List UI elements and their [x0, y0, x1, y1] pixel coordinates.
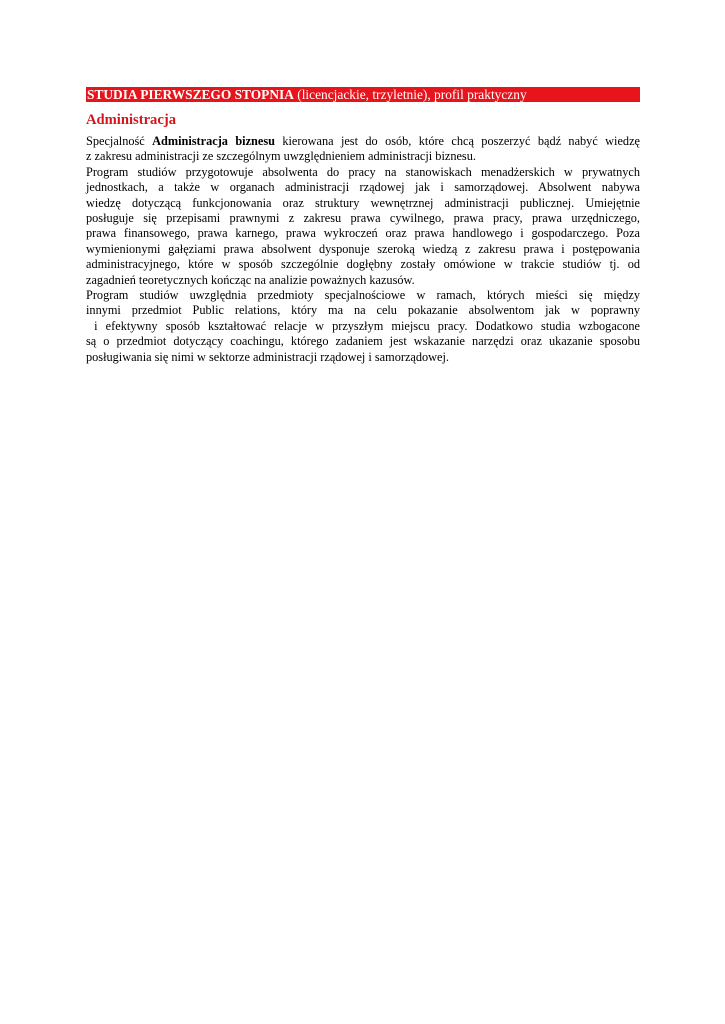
section-heading: Administracja	[86, 112, 176, 128]
subjects-line: Program studiów uwzględnia przedmioty specjalnościowe w ramach, których mieści się między	[86, 288, 640, 303]
study-level-details: (licencjackie, trzyletnie), profil praktyczny	[293, 87, 527, 102]
intro-line-1	[86, 134, 640, 149]
intro-line-2: z zakresu administracji ze szczególnym uwzględnieniem administracji biznesu.	[86, 149, 476, 164]
program-line: wiedzę dotyczącą funkcjonowania oraz struktury wewnętrznej administracji publicznej. Umiejętnie	[86, 195, 640, 210]
specialization-name: Administracja biznesu	[152, 134, 275, 148]
subjects-line: innymi przedmiot Public relations, który ma na celu pokazanie absolwentom jak w poprawny	[86, 303, 640, 318]
study-level-banner	[86, 87, 640, 102]
program-line: prawa finansowego, prawa karnego, prawa wykroczeń oraz prawa handlowego i gospodarczego. Poza	[86, 226, 640, 241]
study-level-title: STUDIA PIERWSZEGO STOPNIA	[87, 87, 294, 102]
program-line: Program studiów przygotowuje absolwenta do pracy na stanowiskach menadżerskich w prywatnych	[86, 164, 640, 179]
program-line: posługuje się przepisami prawnymi z zakresu prawa cywilnego, prawa pracy, prawa urzędniczego,	[86, 211, 640, 226]
program-line: administracyjnego, które w sposób szczególnie dogłębny zostały omówione w trakcie studiów tj. od	[86, 257, 640, 272]
subjects-line: są o przedmiot dotyczący coachingu, którego zadaniem jest wskazanie narzędzi oraz ukazanie sposobu	[86, 334, 640, 349]
intro-text-pre: Specjalność	[86, 134, 153, 148]
subjects-description	[86, 288, 640, 365]
subjects-line: posługiwania się nimi w sektorze administracji rządowej i samorządowej.	[86, 349, 449, 364]
subjects-line: i efektywny sposób kształtować relacje w przyszłym miejscu pracy. Dodatkowo studia wzbogacone	[86, 318, 640, 333]
program-line: zagadnień teoretycznych kończąc na analizie poważnych kazusów.	[86, 272, 415, 287]
program-description	[86, 165, 640, 288]
intro-text-post: kierowana jest do osób, które chcą poszerzyć bądź nabyć wiedzę	[274, 134, 640, 148]
program-line: jednostkach, a także w organach administracji rządowej jak i samorządowej. Absolwent nabywa	[86, 180, 640, 195]
document-page	[86, 87, 640, 365]
program-line: wymienionymi gałęziami prawa absolwent dysponuje szeroką wiedzą z zakresu prawa i postępowania	[86, 241, 640, 256]
specialization-intro	[86, 134, 640, 165]
